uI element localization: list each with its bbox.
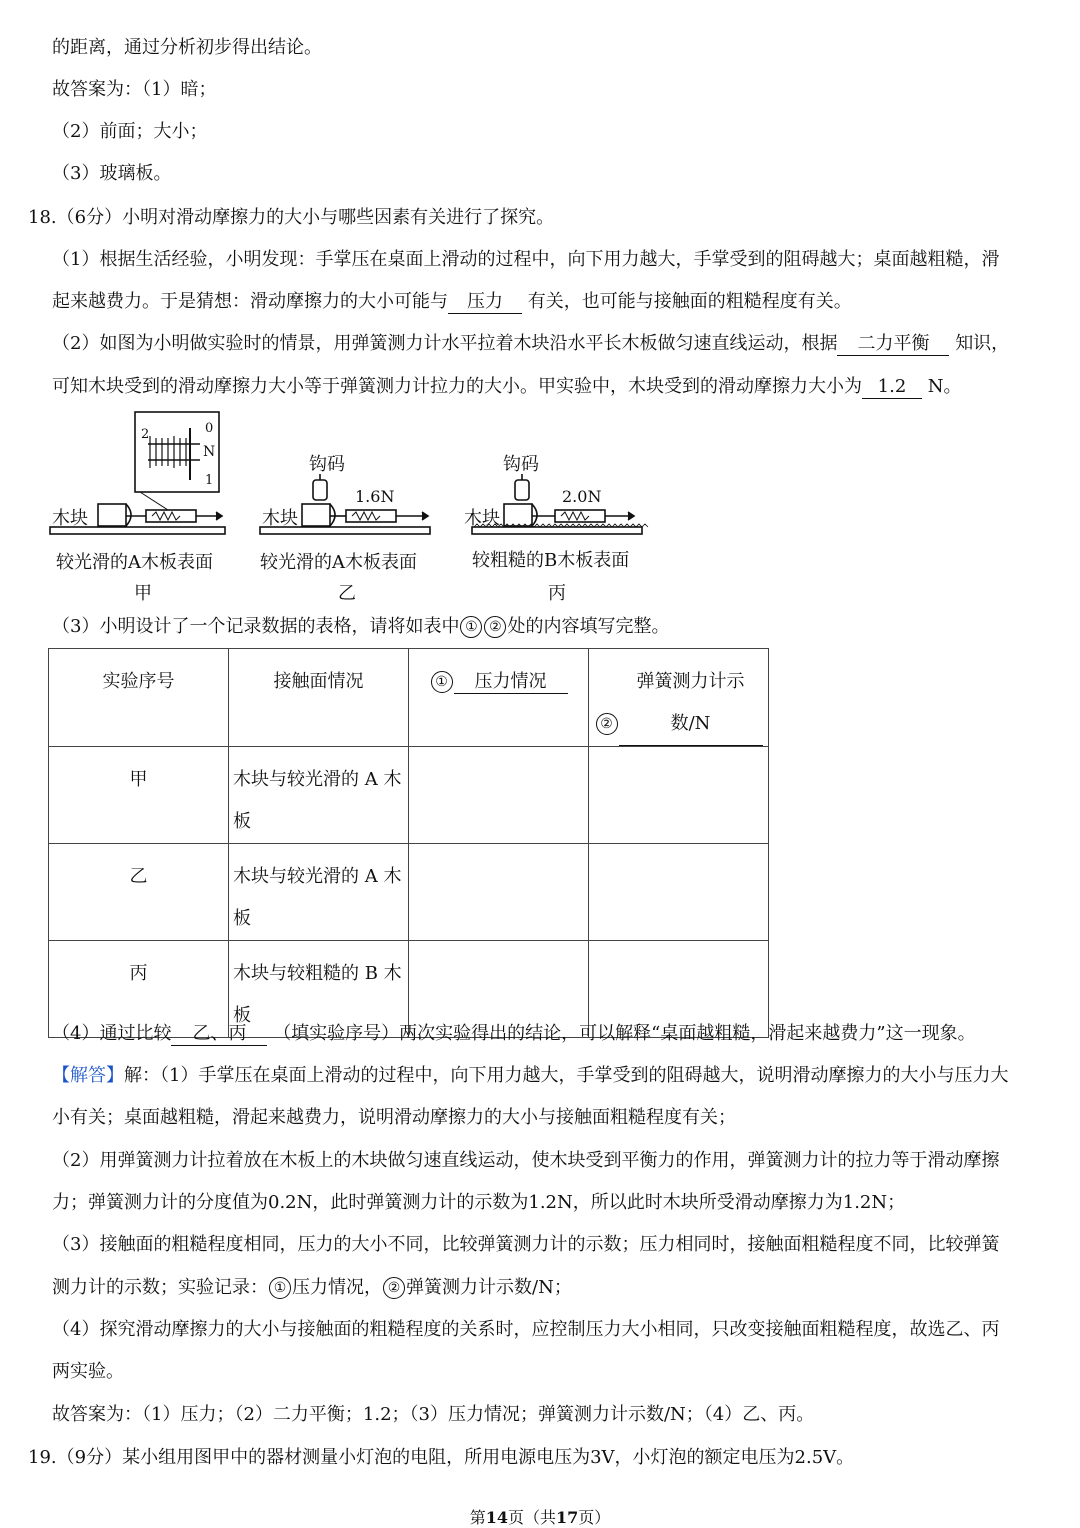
text-line [52,1063,1008,1089]
wood-block [504,504,532,526]
question-19-title: 19.（9分）某小组用图甲中的器材测量小灯泡的电阻，所用电源电压为3V，小灯泡的额定电压为2.5V。 [28,1447,855,1468]
answer-blank: 1.2 [862,376,922,399]
table-cell [409,844,589,941]
circled-number: ② [596,713,618,735]
hook-weight [313,480,327,500]
text-line: 故答案为：（1）压力；（2）二力平衡；1.2；（3）压力情况；弹簧测力计示数/N；（4）乙、丙。 [52,1404,815,1425]
header-text: 实验序号 [102,671,175,692]
text-segment: 处的内容填写完整。 [507,616,670,637]
table-cell: 甲 [49,747,229,844]
figure-caption: 乙 [338,583,356,604]
text-segment: 有关，也可能与接触面的粗糙程度有关。 [527,291,852,312]
table-header-cell [229,649,409,747]
force-reading: 2.0N [562,487,602,506]
text-line [52,289,852,315]
text-line: 小有关；桌面越粗糙，滑起来越费力，说明滑动摩擦力的大小与接触面粗糙程度有关； [52,1107,736,1128]
figure-caption: 甲 [134,583,152,604]
text-segment: 起来越费力。于是猜想：滑动摩擦力的大小可能与 [52,291,448,312]
circled-number: ① [460,616,482,638]
text-line: （3）玻璃板。 [52,163,172,184]
text-segment: 弹簧测力计示数/N； [406,1277,572,1298]
table-header-row [49,649,769,747]
table-cell: 木块与较粗糙的 B 木板 [229,941,409,1038]
hook-weight [515,480,529,500]
table-cell: 丙 [49,941,229,1038]
friction-experiment-figure [40,408,660,606]
text-line: 两实验。 [52,1361,124,1382]
text-line: （3）接触面的粗糙程度相同，压力的大小不同，比较弹簧测力计的示数；压力相同时，接触面粗糙程度不同，比较弹簧 [52,1234,1000,1255]
text-line: （2）前面；大小； [52,121,208,142]
footer-text: 第 [469,1508,486,1527]
circled-number: ② [383,1277,405,1299]
block-label: 木块 [52,508,88,529]
table-cell: 木块与较光滑的 A 木板 [229,747,409,844]
answer-tag: 【解答】 [52,1065,124,1086]
surface-label: 较光滑的A木板表面 [260,552,417,573]
text-segment: （填实验序号）两次实验得出的结论，可以解释“桌面越粗糙，滑起来越费力”这一现象。 [273,1023,976,1044]
surface-label: 较光滑的A木板表面 [56,552,213,573]
surface-label: 较粗糙的B木板表面 [472,550,630,571]
table-header-cell [49,649,229,747]
figure-caption: 丙 [548,583,566,604]
text-segment: 测力计的示数；实验记录： [52,1277,268,1298]
table-row [49,844,769,941]
record-table [48,648,769,1038]
text-segment: 解：（1）手掌压在桌面上滑动的过程中，向下用力越大，手掌受到的阻碍越大，说明滑动摩擦力的大小与压力大 [124,1065,1009,1086]
text-line [52,1021,976,1047]
text-line [52,374,961,400]
text-line: （2）用弹簧测力计拉着放在木板上的木块做匀速直线运动，使木块受到平衡力的作用，弹簧测力计的拉力等于滑动摩擦 [52,1150,1000,1171]
text-line [52,614,669,640]
spring-scale [346,510,396,522]
text-segment: 压力情况， [292,1277,382,1298]
answer-blank: 乙、丙 [171,1023,267,1046]
block-label: 木块 [464,508,500,529]
text-line: 的距离，通过分析初步得出结论。 [52,37,322,58]
page-number: 14 [485,1508,508,1527]
wood-block [302,504,330,526]
answer-blank: 压力情况 [454,671,568,694]
table-cell [409,747,589,844]
weight-label: 钩码 [309,454,345,475]
text-segment: （3）小明设计了一个记录数据的表格，请将如表中 [52,616,460,637]
force-reading: 1.6N [355,487,395,506]
meter-tick-label: 2 [141,427,150,442]
meter-tick-label: 1 [205,473,214,488]
text-line [52,331,1009,357]
block-label: 木块 [262,508,298,529]
meter-tick-label: 0 [205,421,214,436]
answer-blank: 二力平衡 [837,333,949,356]
table-cell [589,844,769,941]
text-segment: N。 [927,376,962,397]
circled-number: ① [269,1277,291,1299]
page-footer [0,1505,1080,1528]
text-segment: 可知木块受到的滑动摩擦力大小等于弹簧测力计拉力的大小。甲实验中，木块受到的滑动摩擦力大小为 [52,376,862,397]
spring-scale [555,510,605,522]
meter-unit-label: N [203,444,216,460]
footer-text: 页（共 [507,1508,556,1527]
answer-blank: 压力 [448,291,522,314]
text-line: 力；弹簧测力计的分度值为0.2N，此时弹簧测力计的示数为1.2N，所以此时木块所受滑动摩擦力为1.2N； [52,1192,906,1213]
text-segment: （2）如图为小明做实验时的情景，用弹簧测力计水平拉着木块沿水平长木板做匀速直线运动，根据 [52,333,838,354]
header-text: 接触面情况 [273,671,364,692]
table-cell: 木块与较光滑的 A 木板 [229,844,409,941]
wood-block [98,504,126,526]
text-segment: 知识， [955,333,1010,354]
text-segment: （4）通过比较 [52,1023,172,1044]
footer-text: 页） [578,1508,611,1527]
spring-scale [146,510,196,522]
weight-label: 钩码 [503,454,539,475]
circled-number: ② [484,616,506,638]
text-line: （4）探究滑动摩擦力的大小与接触面的粗糙程度的关系时，应控制压力大小相同，只改变接触面粗糙程度，故选乙、丙 [52,1319,1000,1340]
total-pages: 17 [556,1508,579,1527]
table-header-cell [589,649,769,747]
table-header-cell [409,649,589,747]
text-line: 故答案为：（1）暗； [52,79,217,100]
table-cell: 乙 [49,844,229,941]
circled-number: ① [431,671,453,693]
answer-blank: 弹簧测力计示数/N [619,661,763,746]
table-row [49,747,769,844]
question-18-title: 18.（6分）小明对滑动摩擦力的大小与哪些因素有关进行了探究。 [28,207,555,228]
text-line: （1）根据生活经验，小明发现：手掌压在桌面上滑动的过程中，向下用力越大，手掌受到的阻碍越大；桌面越粗糙，滑 [52,249,1000,270]
table-cell [589,747,769,844]
text-line [52,1275,572,1301]
